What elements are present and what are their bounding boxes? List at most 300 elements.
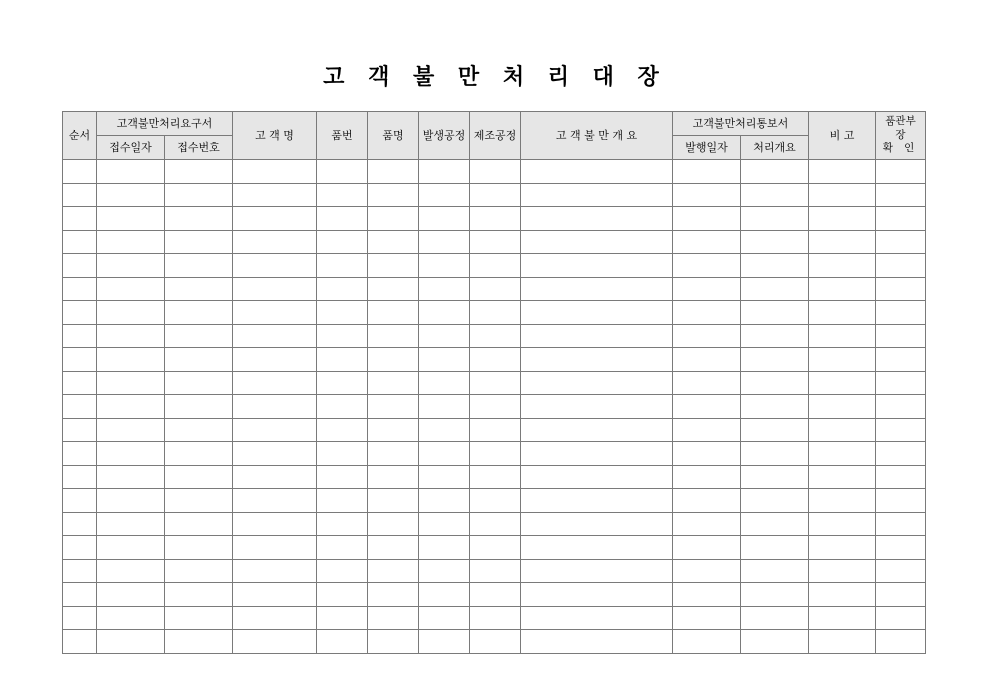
table-cell[interactable] <box>97 183 165 207</box>
table-cell[interactable] <box>741 606 809 630</box>
table-cell[interactable] <box>741 418 809 442</box>
table-cell[interactable] <box>63 324 97 348</box>
table-cell[interactable] <box>470 512 521 536</box>
header-part-no: 품번 <box>317 112 368 160</box>
table-cell[interactable] <box>317 348 368 372</box>
table-cell[interactable] <box>368 489 419 513</box>
table-cell[interactable] <box>470 301 521 325</box>
table-cell[interactable] <box>317 301 368 325</box>
table-cell[interactable] <box>317 254 368 278</box>
table-cell[interactable] <box>673 583 741 607</box>
table-cell[interactable] <box>233 442 317 466</box>
table-cell[interactable] <box>63 630 97 654</box>
table-cell[interactable] <box>419 559 470 583</box>
table-cell[interactable] <box>809 324 876 348</box>
table-cell[interactable] <box>521 630 673 654</box>
table-cell[interactable] <box>97 254 165 278</box>
table-cell[interactable] <box>63 230 97 254</box>
table-cell[interactable] <box>317 160 368 184</box>
table-cell[interactable] <box>63 371 97 395</box>
table-cell[interactable] <box>876 442 926 466</box>
table-cell[interactable] <box>419 301 470 325</box>
table-cell[interactable] <box>419 489 470 513</box>
table-cell[interactable] <box>317 442 368 466</box>
table-cell[interactable] <box>419 395 470 419</box>
table-cell[interactable] <box>809 371 876 395</box>
table-cell[interactable] <box>368 630 419 654</box>
table-cell[interactable] <box>809 583 876 607</box>
table-cell[interactable] <box>741 183 809 207</box>
table-cell[interactable] <box>521 489 673 513</box>
table-cell[interactable] <box>165 536 233 560</box>
table-cell[interactable] <box>165 230 233 254</box>
table-cell[interactable] <box>63 606 97 630</box>
table-cell[interactable] <box>165 489 233 513</box>
table-cell[interactable] <box>809 559 876 583</box>
table-cell[interactable] <box>876 371 926 395</box>
table-cell[interactable] <box>165 395 233 419</box>
table-cell[interactable] <box>470 489 521 513</box>
table-cell[interactable] <box>673 489 741 513</box>
table-cell[interactable] <box>741 207 809 231</box>
table-cell[interactable] <box>809 183 876 207</box>
table-cell[interactable] <box>419 324 470 348</box>
table-cell[interactable] <box>470 348 521 372</box>
table-cell[interactable] <box>876 160 926 184</box>
table-cell[interactable] <box>876 583 926 607</box>
table-cell[interactable] <box>419 630 470 654</box>
header-mfg-process: 제조공정 <box>470 112 521 160</box>
table-cell[interactable] <box>368 371 419 395</box>
table-cell[interactable] <box>876 465 926 489</box>
table-cell[interactable] <box>165 183 233 207</box>
table-cell[interactable] <box>521 442 673 466</box>
table-cell[interactable] <box>419 418 470 442</box>
table-cell[interactable] <box>165 606 233 630</box>
table-cell[interactable] <box>368 348 419 372</box>
table-cell[interactable] <box>673 348 741 372</box>
table-cell[interactable] <box>809 442 876 466</box>
table-cell[interactable] <box>741 630 809 654</box>
table-cell[interactable] <box>876 418 926 442</box>
table-cell[interactable] <box>741 324 809 348</box>
table-cell[interactable] <box>419 606 470 630</box>
table-cell[interactable] <box>97 442 165 466</box>
table-cell[interactable] <box>233 183 317 207</box>
table-row <box>63 371 926 395</box>
table-cell[interactable] <box>233 583 317 607</box>
table-cell[interactable] <box>368 418 419 442</box>
table-cell[interactable] <box>317 324 368 348</box>
table-cell[interactable] <box>809 230 876 254</box>
table-cell[interactable] <box>809 395 876 419</box>
table-cell[interactable] <box>809 512 876 536</box>
table-cell[interactable] <box>233 536 317 560</box>
table-cell[interactable] <box>521 230 673 254</box>
table-cell[interactable] <box>809 630 876 654</box>
table-row <box>63 418 926 442</box>
table-cell[interactable] <box>521 583 673 607</box>
table-cell[interactable] <box>470 465 521 489</box>
table-cell[interactable] <box>97 207 165 231</box>
table-cell[interactable] <box>470 277 521 301</box>
table-cell[interactable] <box>317 559 368 583</box>
table-cell[interactable] <box>673 277 741 301</box>
table-cell[interactable] <box>673 324 741 348</box>
table-cell[interactable] <box>741 583 809 607</box>
table-cell[interactable] <box>368 606 419 630</box>
table-row <box>63 606 926 630</box>
table-cell[interactable] <box>165 160 233 184</box>
table-cell[interactable] <box>741 442 809 466</box>
table-cell[interactable] <box>876 512 926 536</box>
table-cell[interactable] <box>419 442 470 466</box>
table-cell[interactable] <box>233 371 317 395</box>
table-cell[interactable] <box>521 183 673 207</box>
table-cell[interactable] <box>521 371 673 395</box>
table-row <box>63 348 926 372</box>
table-cell[interactable] <box>876 489 926 513</box>
table-cell[interactable] <box>673 418 741 442</box>
table-cell[interactable] <box>233 230 317 254</box>
table-cell[interactable] <box>876 536 926 560</box>
table-cell[interactable] <box>521 536 673 560</box>
table-cell[interactable] <box>876 324 926 348</box>
table-cell[interactable] <box>470 606 521 630</box>
table-cell[interactable] <box>741 254 809 278</box>
table-cell[interactable] <box>317 536 368 560</box>
table-cell[interactable] <box>165 277 233 301</box>
table-cell[interactable] <box>809 489 876 513</box>
table-cell[interactable] <box>673 630 741 654</box>
table-cell[interactable] <box>876 630 926 654</box>
table-cell[interactable] <box>419 160 470 184</box>
table-cell[interactable] <box>165 512 233 536</box>
table-cell[interactable] <box>809 277 876 301</box>
table-cell[interactable] <box>470 559 521 583</box>
table-cell[interactable] <box>521 324 673 348</box>
table-cell[interactable] <box>521 348 673 372</box>
table-cell[interactable] <box>419 207 470 231</box>
table-row <box>63 442 926 466</box>
table-cell[interactable] <box>97 512 165 536</box>
table-cell[interactable] <box>419 183 470 207</box>
table-cell[interactable] <box>317 606 368 630</box>
table-cell[interactable] <box>470 395 521 419</box>
table-cell[interactable] <box>97 348 165 372</box>
table-cell[interactable] <box>368 254 419 278</box>
table-cell[interactable] <box>63 207 97 231</box>
table-cell[interactable] <box>809 207 876 231</box>
table-cell[interactable] <box>97 230 165 254</box>
table-cell[interactable] <box>317 395 368 419</box>
table-row <box>63 536 926 560</box>
table-cell[interactable] <box>368 442 419 466</box>
table-cell[interactable] <box>63 301 97 325</box>
table-row <box>63 395 926 419</box>
complaint-ledger-table <box>62 111 926 654</box>
table-cell[interactable] <box>97 536 165 560</box>
table-cell[interactable] <box>368 230 419 254</box>
table-cell[interactable] <box>233 324 317 348</box>
table-cell[interactable] <box>470 160 521 184</box>
table-cell[interactable] <box>521 301 673 325</box>
table-cell[interactable] <box>470 324 521 348</box>
table-cell[interactable] <box>317 277 368 301</box>
table-cell[interactable] <box>165 301 233 325</box>
table-cell[interactable] <box>876 183 926 207</box>
table-cell[interactable] <box>876 559 926 583</box>
table-cell[interactable] <box>233 559 317 583</box>
table-cell[interactable] <box>673 395 741 419</box>
table-cell[interactable] <box>165 630 233 654</box>
table-cell[interactable] <box>741 536 809 560</box>
table-cell[interactable] <box>876 207 926 231</box>
table-cell[interactable] <box>233 606 317 630</box>
table-cell[interactable] <box>876 277 926 301</box>
table-cell[interactable] <box>63 536 97 560</box>
table-cell[interactable] <box>97 489 165 513</box>
table-cell[interactable] <box>521 606 673 630</box>
table-cell[interactable] <box>165 254 233 278</box>
table-cell[interactable] <box>673 512 741 536</box>
table-cell[interactable] <box>741 465 809 489</box>
table-cell[interactable] <box>876 301 926 325</box>
table-cell[interactable] <box>876 230 926 254</box>
table-row <box>63 230 926 254</box>
table-cell[interactable] <box>233 489 317 513</box>
table-cell[interactable] <box>809 348 876 372</box>
table-cell[interactable] <box>317 630 368 654</box>
table-cell[interactable] <box>368 395 419 419</box>
table-cell[interactable] <box>165 442 233 466</box>
table-cell[interactable] <box>741 395 809 419</box>
table-cell[interactable] <box>741 230 809 254</box>
table-cell[interactable] <box>876 254 926 278</box>
table-cell[interactable] <box>63 442 97 466</box>
table-cell[interactable] <box>63 160 97 184</box>
table-cell[interactable] <box>63 512 97 536</box>
table-cell[interactable] <box>368 183 419 207</box>
table-cell[interactable] <box>165 559 233 583</box>
header-receipt-date: 접수일자 <box>97 136 165 160</box>
header-action-summary: 처리개요 <box>741 136 809 160</box>
header-no: 순서 <box>63 112 97 160</box>
table-cell[interactable] <box>165 324 233 348</box>
table-cell[interactable] <box>63 559 97 583</box>
table-cell[interactable] <box>317 583 368 607</box>
table-cell[interactable] <box>368 160 419 184</box>
header-qa-line3: 확 인 <box>882 142 919 155</box>
table-cell[interactable] <box>233 348 317 372</box>
table-cell[interactable] <box>97 277 165 301</box>
table-cell[interactable] <box>63 583 97 607</box>
table-cell[interactable] <box>233 301 317 325</box>
table-cell[interactable] <box>97 630 165 654</box>
table-cell[interactable] <box>470 207 521 231</box>
table-cell[interactable] <box>521 207 673 231</box>
table-cell[interactable] <box>233 512 317 536</box>
table-cell[interactable] <box>233 254 317 278</box>
table-cell[interactable] <box>673 371 741 395</box>
table-cell[interactable] <box>63 395 97 419</box>
table-cell[interactable] <box>63 465 97 489</box>
table-cell[interactable] <box>741 489 809 513</box>
table-row <box>63 630 926 654</box>
header-report-group: 고객불만처리통보서 <box>673 112 809 136</box>
table-cell[interactable] <box>233 395 317 419</box>
table-cell[interactable] <box>876 395 926 419</box>
table-cell[interactable] <box>876 348 926 372</box>
table-cell[interactable] <box>419 465 470 489</box>
table-cell[interactable] <box>368 465 419 489</box>
table-cell[interactable] <box>521 465 673 489</box>
table-cell[interactable] <box>673 536 741 560</box>
table-cell[interactable] <box>165 371 233 395</box>
table-cell[interactable] <box>97 606 165 630</box>
table-row <box>63 160 926 184</box>
table-cell[interactable] <box>419 277 470 301</box>
table-cell[interactable] <box>876 606 926 630</box>
table-cell[interactable] <box>741 512 809 536</box>
table-cell[interactable] <box>673 230 741 254</box>
table-cell[interactable] <box>317 465 368 489</box>
table-cell[interactable] <box>419 583 470 607</box>
table-cell[interactable] <box>97 324 165 348</box>
table-cell[interactable] <box>165 583 233 607</box>
header-remarks: 비 고 <box>809 112 876 160</box>
table-cell[interactable] <box>673 183 741 207</box>
table-cell[interactable] <box>165 348 233 372</box>
table-cell[interactable] <box>809 536 876 560</box>
table-row <box>63 559 926 583</box>
table-cell[interactable] <box>470 442 521 466</box>
table-cell[interactable] <box>368 277 419 301</box>
header-customer: 고 객 명 <box>233 112 317 160</box>
table-cell[interactable] <box>673 254 741 278</box>
table-cell[interactable] <box>97 301 165 325</box>
table-cell[interactable] <box>673 301 741 325</box>
table-cell[interactable] <box>809 254 876 278</box>
table-cell[interactable] <box>521 160 673 184</box>
table-cell[interactable] <box>317 418 368 442</box>
table-cell[interactable] <box>470 230 521 254</box>
table-cell[interactable] <box>521 395 673 419</box>
table-cell[interactable] <box>741 559 809 583</box>
table-cell[interactable] <box>673 207 741 231</box>
table-cell[interactable] <box>317 512 368 536</box>
table-cell[interactable] <box>317 371 368 395</box>
table-cell[interactable] <box>63 254 97 278</box>
table-row <box>63 324 926 348</box>
table-cell[interactable] <box>521 512 673 536</box>
table-cell[interactable] <box>419 512 470 536</box>
table-cell[interactable] <box>673 559 741 583</box>
table-cell[interactable] <box>368 583 419 607</box>
table-cell[interactable] <box>521 277 673 301</box>
table-cell[interactable] <box>419 254 470 278</box>
table-cell[interactable] <box>470 183 521 207</box>
table-cell[interactable] <box>97 559 165 583</box>
table-cell[interactable] <box>809 465 876 489</box>
table-cell[interactable] <box>97 395 165 419</box>
table-cell[interactable] <box>97 160 165 184</box>
table-cell[interactable] <box>809 606 876 630</box>
table-cell[interactable] <box>233 418 317 442</box>
table-cell[interactable] <box>521 559 673 583</box>
table-cell[interactable] <box>233 277 317 301</box>
page-title: 고 객 불 만 처 리 대 장 <box>323 65 667 90</box>
table-cell[interactable] <box>368 512 419 536</box>
header-qa-confirm <box>876 112 926 160</box>
table-cell[interactable] <box>368 536 419 560</box>
table-cell[interactable] <box>317 230 368 254</box>
table-cell[interactable] <box>97 465 165 489</box>
table-cell[interactable] <box>809 418 876 442</box>
table-cell[interactable] <box>368 559 419 583</box>
table-cell[interactable] <box>233 630 317 654</box>
table-cell[interactable] <box>741 277 809 301</box>
table-cell[interactable] <box>368 324 419 348</box>
table-cell[interactable] <box>741 371 809 395</box>
table-cell[interactable] <box>741 160 809 184</box>
table-cell[interactable] <box>470 371 521 395</box>
table-cell[interactable] <box>673 606 741 630</box>
table-cell[interactable] <box>317 489 368 513</box>
table-cell[interactable] <box>741 348 809 372</box>
table-cell[interactable] <box>741 301 809 325</box>
table-cell[interactable] <box>470 583 521 607</box>
table-cell[interactable] <box>368 301 419 325</box>
table-cell[interactable] <box>521 418 673 442</box>
table-cell[interactable] <box>419 536 470 560</box>
table-cell[interactable] <box>470 254 521 278</box>
table-cell[interactable] <box>233 465 317 489</box>
table-cell[interactable] <box>97 371 165 395</box>
table-cell[interactable] <box>470 630 521 654</box>
table-cell[interactable] <box>809 160 876 184</box>
table-cell[interactable] <box>419 230 470 254</box>
table-cell[interactable] <box>63 489 97 513</box>
table-cell[interactable] <box>673 465 741 489</box>
table-cell[interactable] <box>63 183 97 207</box>
table-cell[interactable] <box>165 418 233 442</box>
table-cell[interactable] <box>419 348 470 372</box>
table-cell[interactable] <box>63 418 97 442</box>
table-cell[interactable] <box>673 442 741 466</box>
table-cell[interactable] <box>521 254 673 278</box>
table-cell[interactable] <box>63 348 97 372</box>
table-cell[interactable] <box>419 371 470 395</box>
table-cell[interactable] <box>233 207 317 231</box>
header-issue-date: 발행일자 <box>673 136 741 160</box>
header-part-name: 품명 <box>368 112 419 160</box>
table-cell[interactable] <box>317 207 368 231</box>
table-cell[interactable] <box>97 418 165 442</box>
table-cell[interactable] <box>233 160 317 184</box>
table-cell[interactable] <box>470 536 521 560</box>
table-cell[interactable] <box>470 418 521 442</box>
table-cell[interactable] <box>165 465 233 489</box>
table-cell[interactable] <box>97 583 165 607</box>
table-cell[interactable] <box>317 183 368 207</box>
table-cell[interactable] <box>368 207 419 231</box>
table-cell[interactable] <box>809 301 876 325</box>
table-cell[interactable] <box>63 277 97 301</box>
table-cell[interactable] <box>165 207 233 231</box>
table-cell[interactable] <box>673 160 741 184</box>
header-receipt-no: 접수번호 <box>165 136 233 160</box>
